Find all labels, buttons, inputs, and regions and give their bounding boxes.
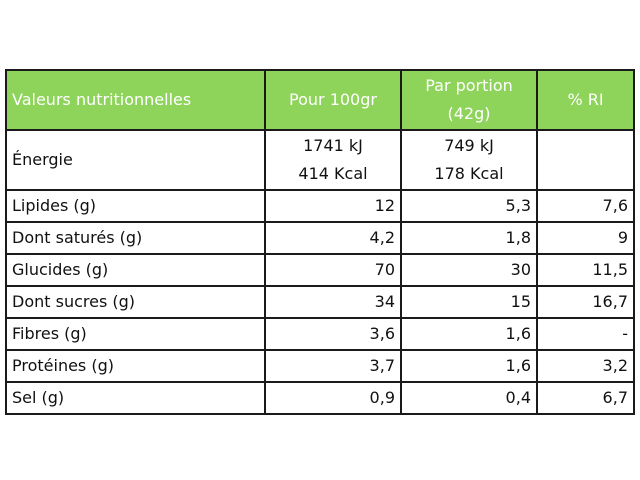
table-row (6, 318, 634, 350)
row-per-portion: 30 (401, 254, 537, 286)
header-row (6, 70, 634, 130)
row-ri: 16,7 (537, 286, 634, 318)
row-label: Protéines (g) (6, 350, 265, 382)
header-nutrition-values: Valeurs nutritionnelles (6, 70, 265, 130)
energy-ri (537, 130, 634, 190)
energy-per-portion (401, 130, 537, 190)
row-ri: 11,5 (537, 254, 634, 286)
header-per-portion-line1: Par portion (425, 76, 513, 95)
table-body (6, 130, 634, 414)
row-ri: 3,2 (537, 350, 634, 382)
row-per-100g: 34 (265, 286, 401, 318)
row-label: Sel (g) (6, 382, 265, 414)
energy-per-portion-kj: 749 kJ (444, 136, 494, 155)
table-row (6, 254, 634, 286)
row-label: Lipides (g) (6, 190, 265, 222)
header-ri-percent: % RI (537, 70, 634, 130)
row-label: Glucides (g) (6, 254, 265, 286)
header-per-portion (401, 70, 537, 130)
table-row (6, 222, 634, 254)
row-per-100g: 0,9 (265, 382, 401, 414)
energy-per-100g-kj: 1741 kJ (303, 136, 363, 155)
row-per-portion: 0,4 (401, 382, 537, 414)
row-ri: 7,6 (537, 190, 634, 222)
table-row (6, 350, 634, 382)
header-per-100g: Pour 100gr (265, 70, 401, 130)
row-per-100g: 12 (265, 190, 401, 222)
table-header (6, 70, 634, 130)
row-per-portion: 1,8 (401, 222, 537, 254)
row-per-portion: 1,6 (401, 350, 537, 382)
table-row (6, 190, 634, 222)
energy-per-portion-kcal: 178 Kcal (434, 164, 504, 183)
energy-per-100g-kcal: 414 Kcal (298, 164, 368, 183)
table-row-energy (6, 130, 634, 190)
row-ri: 6,7 (537, 382, 634, 414)
energy-label: Énergie (6, 130, 265, 190)
row-label: Dont sucres (g) (6, 286, 265, 318)
row-per-portion: 1,6 (401, 318, 537, 350)
row-ri: 9 (537, 222, 634, 254)
energy-per-100g (265, 130, 401, 190)
table-row (6, 382, 634, 414)
row-per-portion: 5,3 (401, 190, 537, 222)
row-label: Fibres (g) (6, 318, 265, 350)
row-label: Dont saturés (g) (6, 222, 265, 254)
header-per-portion-line2: (42g) (447, 104, 491, 123)
row-per-100g: 70 (265, 254, 401, 286)
row-per-100g: 4,2 (265, 222, 401, 254)
row-per-portion: 15 (401, 286, 537, 318)
table-row (6, 286, 634, 318)
row-per-100g: 3,7 (265, 350, 401, 382)
nutrition-table (5, 69, 635, 415)
row-per-100g: 3,6 (265, 318, 401, 350)
row-ri: - (537, 318, 634, 350)
